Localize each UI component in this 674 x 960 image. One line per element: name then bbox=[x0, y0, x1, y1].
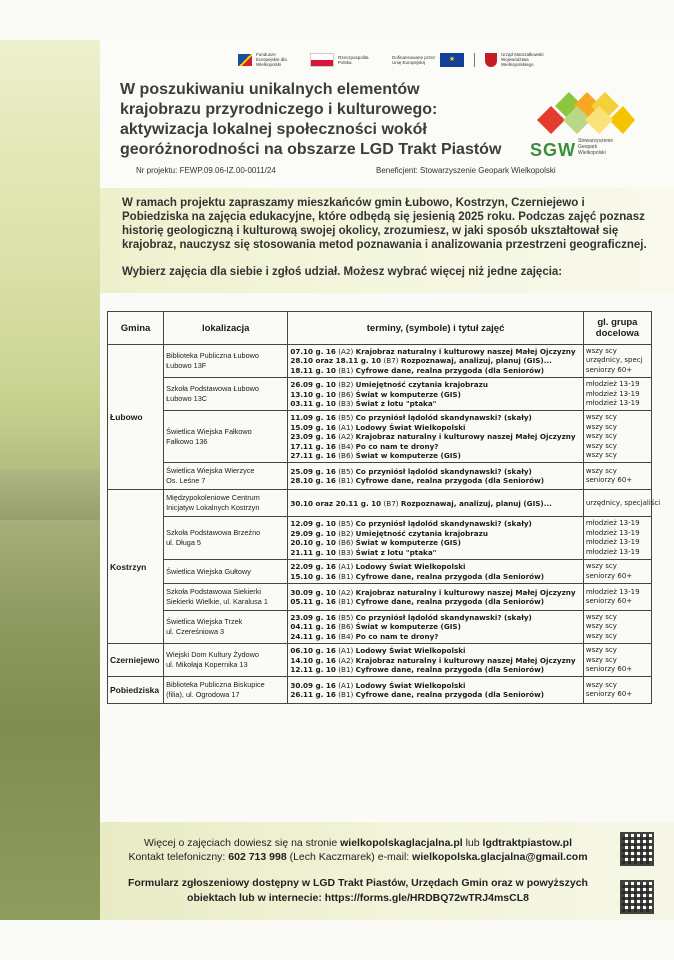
location-cell bbox=[164, 583, 288, 610]
session-title: Lodowy Świat Wielkopolski bbox=[355, 680, 466, 690]
session-title: Cyfrowe dane, realna przygoda (dla Seniorów) bbox=[355, 690, 545, 700]
location-cell bbox=[164, 517, 288, 560]
session-symbol: (B2) bbox=[338, 528, 354, 538]
session-line bbox=[290, 356, 581, 365]
session-group: wszy scy bbox=[585, 612, 617, 621]
beneficiary: Beneficjent: Stowarzyszenie Geopark Wielkopolski bbox=[376, 166, 556, 175]
wlkp-logo bbox=[485, 52, 545, 67]
session-date: 20.10 g. 10 bbox=[290, 538, 336, 548]
session-line bbox=[290, 597, 581, 606]
form-url-link[interactable]: https://forms.gle/HRDBQ72wTRJ4msCL8 bbox=[324, 892, 529, 904]
funding-logos bbox=[238, 52, 545, 67]
session-group: wszy scy bbox=[585, 441, 617, 450]
location-cell bbox=[164, 411, 288, 463]
header-lokalizacja: lokalizacja bbox=[164, 312, 288, 345]
session-title: Cyfrowe dane, realna przygoda (dla Seniorów) bbox=[355, 365, 545, 375]
session-date: 22.09 g. 16 bbox=[290, 562, 336, 572]
session-symbol: (B5) bbox=[338, 467, 354, 477]
location-address: ul. Długa 5 bbox=[166, 538, 201, 548]
session-title: Po co nam te drony? bbox=[355, 441, 439, 451]
session-line bbox=[290, 451, 581, 460]
session-symbol: (B1) bbox=[338, 365, 354, 375]
session-date: 30.10 oraz 20.11 g. 10 bbox=[290, 498, 382, 508]
email-link[interactable]: wielkopolska.glacjalna@gmail.com bbox=[412, 851, 588, 863]
location-address: Fałkowo 136 bbox=[166, 436, 208, 446]
session-group: wszy scy bbox=[585, 622, 617, 631]
wlkp-logo-text: Urząd Marszałkowski Województwa Wielkopolskiego bbox=[501, 52, 544, 67]
session-symbol: (B2) bbox=[338, 380, 354, 390]
session-line bbox=[290, 519, 581, 528]
session-date: 26.11 g. 16 bbox=[290, 690, 336, 700]
session-line bbox=[290, 432, 581, 441]
session-line bbox=[290, 690, 581, 699]
session-symbol: (A2) bbox=[338, 587, 354, 597]
session-title: Świat z lotu "ptaka" bbox=[355, 399, 437, 409]
sessions-cell bbox=[288, 490, 584, 517]
session-date: 17.11 g. 16 bbox=[290, 441, 336, 451]
title-line: aktywizacja lokalnej społeczności wokół bbox=[120, 121, 427, 138]
session-title: Po co nam te drony? bbox=[355, 631, 439, 641]
sessions-cell bbox=[288, 644, 584, 677]
session-date: 15.09 g. 16 bbox=[290, 422, 336, 432]
session-symbol: (A1) bbox=[338, 646, 354, 656]
table-row bbox=[108, 644, 652, 677]
location-name: Biblioteka Publiczna Łubowo bbox=[166, 351, 259, 361]
session-symbol: (A1) bbox=[338, 562, 354, 572]
session-title: Krajobraz naturalny i kulturowy naszej Małej Ojczyzny bbox=[355, 432, 576, 442]
session-line bbox=[290, 548, 581, 557]
header-terminy: terminy, (symbole) i tytuł zajęć bbox=[288, 312, 584, 345]
session-symbol: (A2) bbox=[338, 432, 354, 442]
location-name: Biblioteka Publiczna Biskupice bbox=[166, 680, 265, 690]
more-info-line bbox=[108, 836, 608, 850]
session-symbol: (B5) bbox=[338, 413, 354, 423]
session-group: wszy scy bbox=[585, 646, 617, 655]
location-name: Szkoła Podstawowa Siekierki bbox=[166, 586, 261, 596]
email-prefix: e-mail: bbox=[377, 851, 410, 863]
landscape-photo-strip bbox=[0, 40, 100, 920]
session-group: młodzież 13-19 bbox=[585, 399, 640, 408]
session-group: wszy scy bbox=[585, 680, 617, 689]
session-date: 21.11 g. 10 bbox=[290, 547, 336, 557]
session-group: wszy scy bbox=[585, 422, 617, 431]
location-cell bbox=[164, 490, 288, 517]
schedule-body bbox=[108, 345, 661, 704]
session-line bbox=[290, 390, 581, 399]
session-group: wszy scy bbox=[585, 451, 617, 460]
session-line bbox=[290, 399, 581, 408]
location-cell bbox=[164, 644, 288, 677]
header-grupa: gl. grupa docelowa bbox=[583, 312, 651, 345]
session-group: wszy scy bbox=[585, 655, 617, 664]
session-group: seniorzy 60+ bbox=[585, 476, 633, 485]
session-symbol: (A2) bbox=[338, 655, 354, 665]
group-cell bbox=[583, 517, 651, 560]
sessions-cell bbox=[288, 345, 584, 378]
eu-logo-text: Dofinansowane przez Unię Europejską bbox=[392, 54, 436, 65]
session-group: urzędnicy, specjaliści bbox=[585, 498, 661, 507]
table-row bbox=[108, 378, 652, 411]
session-group: seniorzy 60+ bbox=[585, 596, 633, 605]
session-symbol: (A1) bbox=[338, 422, 354, 432]
sgw-name bbox=[578, 138, 613, 156]
site1-link[interactable]: wielkopolskaglacjalna.pl bbox=[340, 837, 463, 849]
title-line: krajobrazu przyrodniczego i kulturowego: bbox=[120, 101, 438, 118]
header-gmina: Gmina bbox=[108, 312, 164, 345]
session-date: 18.11 g. 10 bbox=[290, 365, 336, 375]
session-title: Co przyniósł lądolód skandynawski? (skały) bbox=[355, 413, 532, 423]
session-line bbox=[290, 413, 581, 422]
location-cell bbox=[164, 610, 288, 643]
location-name: Wiejski Dom Kultury Żydowo bbox=[166, 650, 259, 660]
session-title: Lodowy Świat Wielkopolski bbox=[355, 646, 466, 656]
session-line bbox=[290, 347, 581, 356]
pl-logo-text: Rzeczpospolita Polska bbox=[338, 54, 369, 65]
session-group: młodzież 13-19 bbox=[585, 547, 640, 556]
table-row bbox=[108, 345, 652, 378]
session-date: 06.10 g. 16 bbox=[290, 646, 336, 656]
title-line: georóżnorodności na obszarze LGD Trakt Piastów bbox=[120, 141, 502, 158]
session-date: 25.09 g. 16 bbox=[290, 467, 336, 477]
form-url-prefix: obiektach lub w internecie: bbox=[187, 892, 322, 904]
session-line bbox=[290, 423, 581, 432]
session-date: 30.09 g. 16 bbox=[290, 680, 336, 690]
session-symbol: (B3) bbox=[338, 399, 354, 409]
session-symbol: (B1) bbox=[338, 664, 354, 674]
gmina-cell: Czerniejewo bbox=[108, 644, 164, 677]
location-address: Łubowo 13F bbox=[166, 361, 207, 371]
session-group: wszy scy bbox=[585, 432, 617, 441]
session-line bbox=[290, 588, 581, 597]
table-row bbox=[108, 463, 652, 490]
session-line bbox=[290, 665, 581, 674]
title-line: W poszukiwaniu unikalnych elementów bbox=[120, 81, 420, 98]
table-row bbox=[108, 411, 652, 463]
session-title: Lodowy Świat Wielkopolski bbox=[355, 422, 466, 432]
session-title: Rozpoznawaj, analizuj, planuj (GIS)... bbox=[400, 498, 552, 508]
session-group: wszy scy bbox=[585, 631, 617, 640]
session-title: Cyfrowe dane, realna przygoda (dla Seniorów) bbox=[355, 596, 545, 606]
location-name: Międzypokoleniowe Centrum bbox=[166, 493, 260, 503]
fe-logo-text: Fundusze Europejskie dla Wielkopolski bbox=[256, 52, 287, 67]
session-line bbox=[290, 572, 581, 581]
session-date: 28.10 oraz 18.11 g. 10 bbox=[290, 356, 382, 366]
schedule-table bbox=[107, 311, 661, 704]
location-cell bbox=[164, 463, 288, 490]
session-date: 05.11 g. 16 bbox=[290, 596, 336, 606]
intro-section bbox=[122, 196, 648, 279]
session-group: młodzież 13-19 bbox=[585, 519, 640, 528]
site2-link[interactable]: lgdtraktpiastow.pl bbox=[482, 837, 572, 849]
session-date: 12.11 g. 10 bbox=[290, 664, 336, 674]
sgw-name-line: Wielkopolski bbox=[578, 150, 606, 156]
form-info bbox=[108, 876, 608, 906]
session-title: Umiejętność czytania krajobrazu bbox=[355, 528, 488, 538]
session-title: Cyfrowe dane, realna przygoda (dla Seniorów) bbox=[355, 664, 545, 674]
fe-flag-icon bbox=[238, 54, 252, 66]
session-line bbox=[290, 467, 581, 476]
qr-code-icon[interactable] bbox=[620, 880, 654, 914]
location-name: Szkoła Podstawowa Łubowo bbox=[166, 384, 259, 394]
sessions-cell bbox=[288, 610, 584, 643]
session-title: Świat w komputerze (GIS) bbox=[355, 389, 461, 399]
sgw-name-line: Stowarzyszenie bbox=[578, 138, 614, 144]
session-group: wszy scy bbox=[585, 347, 617, 355]
session-group: wszy scy bbox=[585, 413, 617, 422]
session-line bbox=[290, 380, 581, 389]
location-cell bbox=[164, 345, 288, 378]
session-title: Krajobraz naturalny i kulturowy naszej Małej Ojczyzny bbox=[355, 347, 576, 356]
session-date: 12.09 g. 10 bbox=[290, 519, 336, 529]
session-symbol: (A1) bbox=[338, 680, 354, 690]
session-line bbox=[290, 476, 581, 485]
choose-text: Wybierz zajęcia dla siebie i zgłoś udział. Możesz wybrać więcej niż jedne zajęcia: bbox=[122, 266, 563, 278]
session-line bbox=[290, 681, 581, 690]
table-row bbox=[108, 583, 652, 610]
session-line bbox=[290, 366, 581, 375]
session-symbol: (B5) bbox=[338, 612, 354, 622]
session-title: Krajobraz naturalny i kulturowy naszej Małej Ojczyzny bbox=[355, 587, 576, 597]
group-cell bbox=[583, 463, 651, 490]
fe-logo bbox=[238, 52, 300, 67]
pl-flag-icon bbox=[310, 53, 334, 67]
session-group: urzędnicy, specj bbox=[585, 356, 643, 365]
session-line bbox=[290, 529, 581, 538]
session-symbol: (B4) bbox=[338, 441, 354, 451]
session-date: 07.10 g. 16 bbox=[290, 347, 336, 356]
logo-divider bbox=[474, 53, 475, 67]
session-symbol: (B1) bbox=[338, 690, 354, 700]
sessions-cell bbox=[288, 583, 584, 610]
session-group: wszy scy bbox=[585, 467, 617, 476]
session-line bbox=[290, 646, 581, 655]
session-group: młodzież 13-19 bbox=[585, 528, 640, 537]
session-symbol: (B6) bbox=[338, 451, 354, 461]
location-address: Inicjatyw Lokalnych Kostrzyn bbox=[166, 503, 260, 513]
sessions-cell bbox=[288, 411, 584, 463]
session-symbol: (B7) bbox=[383, 356, 399, 366]
session-symbol: (B6) bbox=[338, 389, 354, 399]
session-date: 15.10 g. 16 bbox=[290, 571, 336, 581]
project-number: Nr projektu: FEWP.09.06-IZ.00-0011/24 bbox=[136, 166, 276, 175]
pl-logo bbox=[310, 53, 382, 67]
session-symbol: (B6) bbox=[338, 622, 354, 632]
group-cell bbox=[583, 411, 651, 463]
location-cell bbox=[164, 677, 288, 704]
table-header-row bbox=[108, 312, 652, 345]
intro-paragraph: W ramach projektu zapraszamy mieszkańców gmin Łubowo, Kostrzyn, Czerniejewo i Pobiedziska na zajęcia edukacyjne, które odbędą się jesienią 2025 roku. Podczas zajęć poznasz historię geologiczną i kulturową swojej okolicy, zrozumiesz, w jaki sposób ukształtował się krajobraz, nauczysz się stosowania metod poznawania i analizowania przestrzeni geograficznej. bbox=[122, 197, 647, 251]
location-address: Os. Leśne 7 bbox=[166, 476, 206, 486]
sessions-cell bbox=[288, 560, 584, 584]
session-title: Cyfrowe dane, realna przygoda (dla Seniorów) bbox=[355, 476, 545, 486]
location-address: Siekierki Wielkie, ul. Karalusa 1 bbox=[166, 596, 268, 606]
session-title: Co przyniósł lądolód skandynawski? (skały) bbox=[355, 612, 532, 622]
session-date: 28.10 g. 16 bbox=[290, 476, 336, 486]
group-cell bbox=[583, 583, 651, 610]
session-title: Świat w komputerze (GIS) bbox=[355, 451, 461, 461]
table-row bbox=[108, 677, 652, 704]
session-line bbox=[290, 562, 581, 571]
sessions-cell bbox=[288, 517, 584, 560]
group-cell bbox=[583, 378, 651, 411]
sessions-cell bbox=[288, 463, 584, 490]
session-title: Umiejętność czytania krajobrazu bbox=[355, 380, 488, 390]
location-cell bbox=[164, 560, 288, 584]
sessions-cell bbox=[288, 378, 584, 411]
table-row bbox=[108, 610, 652, 643]
location-address: ul. Czereśniowa 3 bbox=[166, 627, 225, 637]
session-date: 23.09 g. 16 bbox=[290, 432, 336, 442]
session-title: Rozpoznawaj, analizuj, planuj (GIS)... bbox=[400, 356, 552, 366]
location-name: Świetlica Wiejska Trzek bbox=[166, 617, 243, 627]
session-symbol: (B1) bbox=[338, 571, 354, 581]
contact-person: (Lech Kaczmarek) bbox=[289, 851, 375, 863]
group-cell bbox=[583, 644, 651, 677]
group-cell bbox=[583, 490, 661, 517]
table-row bbox=[108, 517, 652, 560]
sessions-cell bbox=[288, 677, 584, 704]
form-url-line bbox=[108, 891, 608, 906]
eu-stars-icon: ★ bbox=[440, 53, 464, 67]
session-date: 04.11 g. 16 bbox=[290, 622, 336, 632]
session-line bbox=[290, 442, 581, 451]
session-line bbox=[290, 538, 581, 547]
session-date: 14.10 g. 16 bbox=[290, 655, 336, 665]
more-info-prefix: Więcej o zajęciach dowiesz się na stronie bbox=[144, 837, 338, 849]
session-date: 26.09 g. 10 bbox=[290, 380, 336, 390]
session-date: 29.09 g. 10 bbox=[290, 528, 336, 538]
location-address: (filia), ul. Ogrodowa 17 bbox=[166, 690, 240, 700]
session-date: 13.10 g. 10 bbox=[290, 389, 336, 399]
session-symbol: (A2) bbox=[338, 347, 354, 356]
session-title: Świat z lotu "ptaka" bbox=[355, 547, 437, 557]
session-symbol: (B6) bbox=[338, 538, 354, 548]
location-cell bbox=[164, 378, 288, 411]
session-group: młodzież 13-19 bbox=[585, 389, 640, 398]
location-name: Świetlica Wiejska Gułtowy bbox=[166, 566, 251, 576]
or-text: lub bbox=[465, 837, 480, 849]
session-line bbox=[290, 499, 581, 508]
contact-line bbox=[108, 850, 608, 864]
session-symbol: (B4) bbox=[338, 631, 354, 641]
session-line bbox=[290, 656, 581, 665]
sgw-mark: SGW bbox=[530, 140, 576, 160]
session-group: seniorzy 60+ bbox=[585, 365, 633, 374]
session-date: 23.09 g. 16 bbox=[290, 612, 336, 622]
session-date: 03.11 g. 10 bbox=[290, 399, 336, 409]
sgw-name-line: Geopark bbox=[578, 144, 598, 150]
session-symbol: (B5) bbox=[338, 519, 354, 529]
table-row bbox=[108, 490, 652, 517]
location-name: Szkoła Podstawowa Brzeźno bbox=[166, 528, 261, 538]
location-name: Świetlica Wiejska Fałkowo bbox=[166, 426, 252, 436]
session-symbol: (B7) bbox=[383, 498, 399, 508]
eu-logo bbox=[392, 53, 464, 67]
session-date: 27.11 g. 16 bbox=[290, 451, 336, 461]
page-title bbox=[120, 80, 525, 160]
session-title: Co przyniósł lądolód skandynawski? (skały) bbox=[355, 467, 532, 477]
group-cell bbox=[583, 560, 651, 584]
session-symbol: (B1) bbox=[338, 596, 354, 606]
session-title: Co przyniósł lądolód skandynawski? (skały) bbox=[355, 519, 532, 529]
gmina-cell: Pobiedziska bbox=[108, 677, 164, 704]
session-title: Cyfrowe dane, realna przygoda (dla Seniorów) bbox=[355, 571, 545, 581]
qr-code-icon[interactable] bbox=[620, 832, 654, 866]
form-line: Formularz zgłoszeniowy dostępny w LGD Trakt Piastów, Urzędach Gmin oraz w powyższych bbox=[128, 877, 588, 889]
location-name: Świetlica Wiejska Wierzyce bbox=[166, 466, 255, 476]
footer-info bbox=[108, 836, 608, 906]
session-symbol: (B3) bbox=[338, 547, 354, 557]
group-cell bbox=[583, 677, 651, 704]
session-group: seniorzy 60+ bbox=[585, 571, 633, 580]
session-date: 11.09 g. 16 bbox=[290, 413, 336, 423]
group-cell bbox=[583, 345, 651, 378]
session-symbol: (B1) bbox=[338, 476, 354, 486]
location-address: Łubowo 13C bbox=[166, 394, 208, 404]
group-cell bbox=[583, 610, 651, 643]
phone-number[interactable]: 602 713 998 bbox=[228, 851, 287, 863]
table-row bbox=[108, 560, 652, 584]
session-title: Krajobraz naturalny i kulturowy naszej Małej Ojczyzny bbox=[355, 655, 576, 665]
session-title: Świat w komputerze (GIS) bbox=[355, 622, 461, 632]
session-group: wszy scy bbox=[585, 562, 617, 571]
session-group: seniorzy 60+ bbox=[585, 690, 633, 699]
session-date: 24.11 g. 16 bbox=[290, 631, 336, 641]
gmina-cell: Łubowo bbox=[108, 345, 164, 490]
session-group: młodzież 13-19 bbox=[585, 587, 640, 596]
session-title: Świat w komputerze (GIS) bbox=[355, 538, 461, 548]
session-group: młodzież 13-19 bbox=[585, 538, 640, 547]
session-title: Lodowy Świat Wielkopolski bbox=[355, 562, 466, 572]
contact-prefix: Kontakt telefoniczny: bbox=[128, 851, 226, 863]
session-group: młodzież 13-19 bbox=[585, 380, 640, 389]
gmina-cell: Kostrzyn bbox=[108, 490, 164, 644]
session-line bbox=[290, 632, 581, 641]
location-address: ul. Mikołaja Kopernika 13 bbox=[166, 660, 248, 670]
session-line bbox=[290, 613, 581, 622]
session-group: seniorzy 60+ bbox=[585, 664, 633, 673]
wlkp-crest-icon bbox=[485, 53, 497, 67]
session-line bbox=[290, 622, 581, 631]
session-date: 30.09 g. 10 bbox=[290, 587, 336, 597]
